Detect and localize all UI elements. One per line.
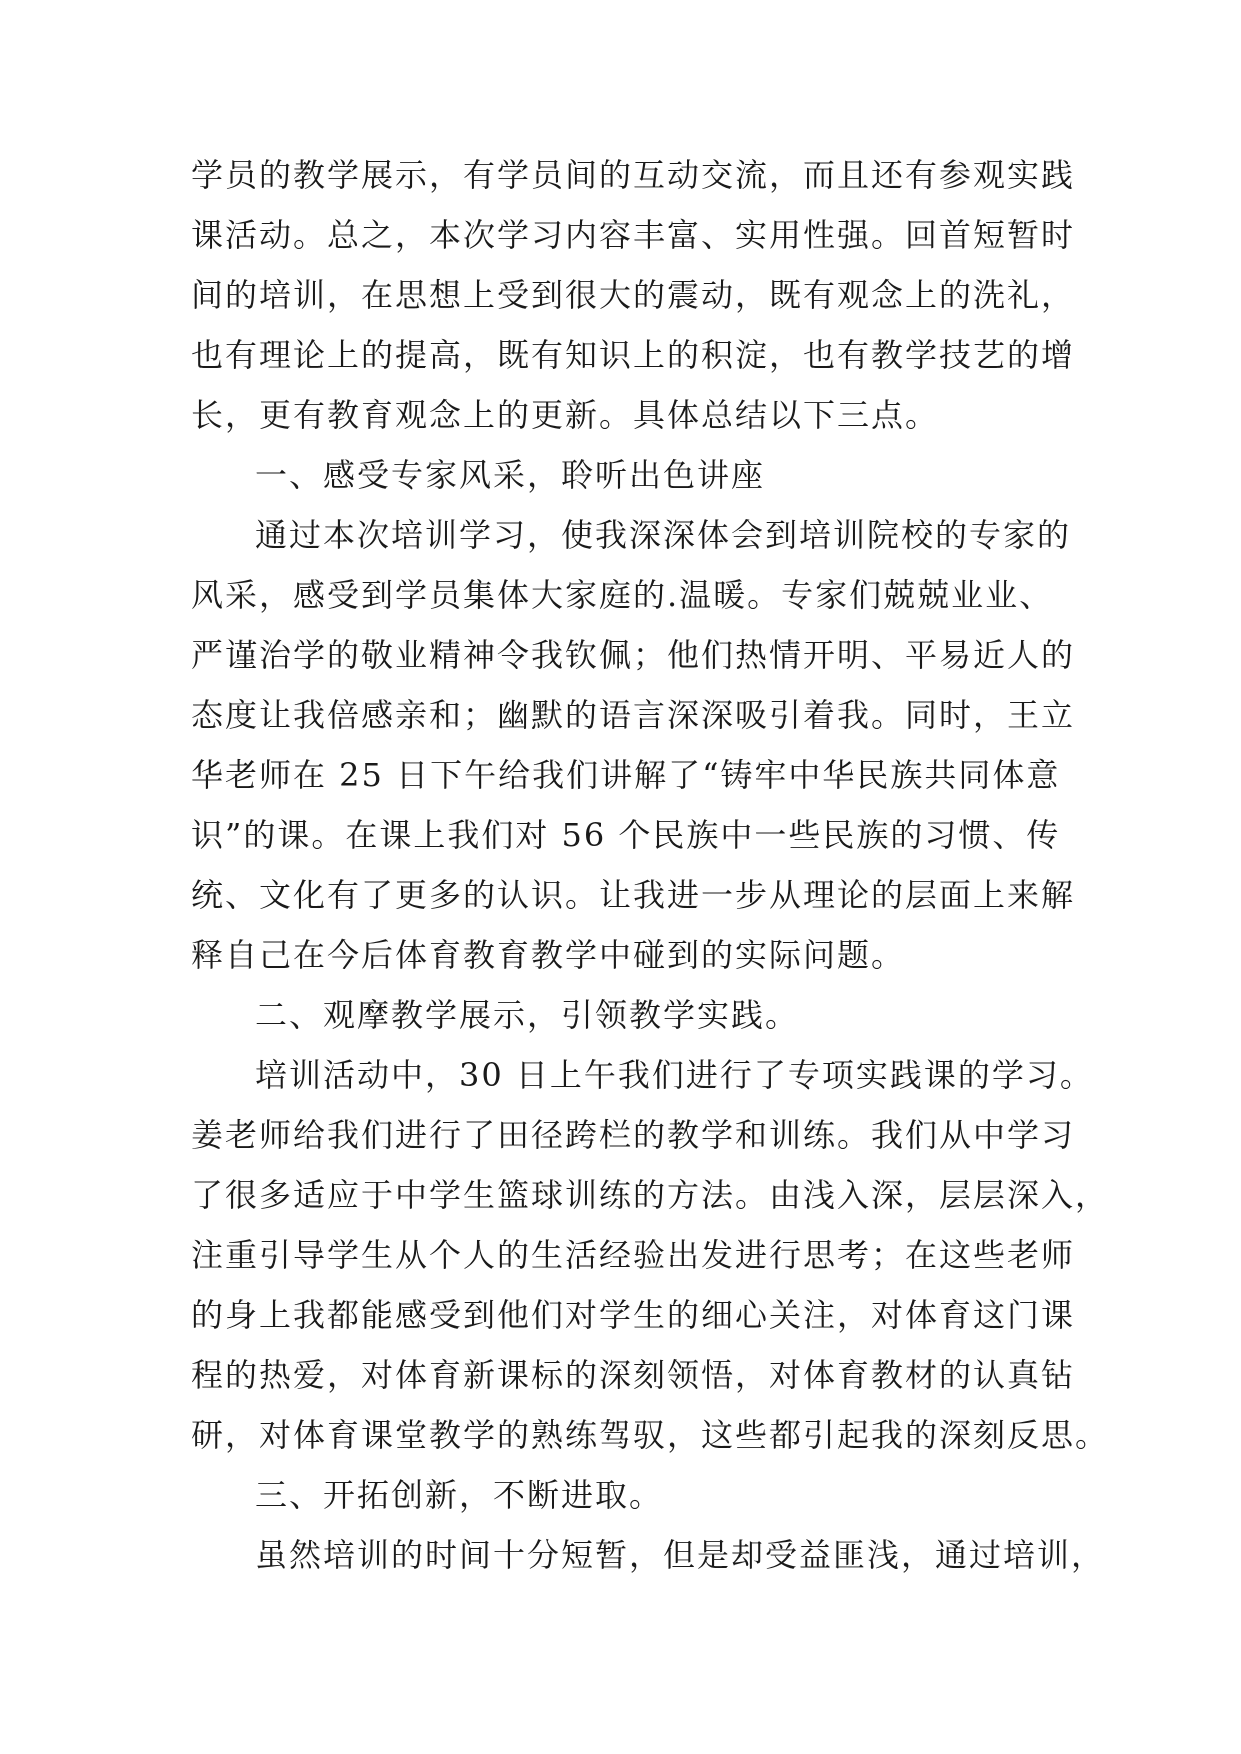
paragraph-start: 培训活动中，30 日上午我们进行了专项实践课的学习。 [255,1056,1094,1094]
body-line: 姜老师给我们进行了田径跨栏的教学和训练。我们从中学习 [191,1116,1076,1154]
paragraph-start: 虽然培训的时间十分短暂，但是却受益匪浅，通过培训， [255,1536,1106,1574]
section-heading-1: 一、感受专家风采，聆听出色讲座 [255,456,766,494]
body-line: 识”的课。在课上我们对 56 个民族中一些民族的习惯、传 [191,816,1061,854]
section-heading-3: 三、开拓创新，不断进取。 [255,1476,664,1514]
body-line: 态度让我倍感亲和；幽默的语言深深吸引着我。同时，王立 [191,696,1076,734]
body-line: 释自己在今后体育教育教学中碰到的实际问题。 [191,936,906,974]
body-line: 华老师在 25 日下午给我们讲解了“铸牢中华民族共同体意 [191,756,1061,794]
body-line: 学员的教学展示，有学员间的互动交流，而且还有参观实践 [191,156,1076,194]
section-heading-2: 二、观摩教学展示，引领教学实践。 [255,996,800,1034]
body-line: 程的热爱，对体育新课标的深刻领悟，对体育教材的认真钻 [191,1356,1076,1394]
body-line: 统、文化有了更多的认识。让我进一步从理论的层面上来解 [191,876,1076,914]
body-line: 间的培训，在思想上受到很大的震动，既有观念上的洗礼， [191,276,1076,314]
body-line: 长，更有教育观念上的更新。具体总结以下三点。 [191,396,940,434]
body-line: 研，对体育课堂教学的熟练驾驭，这些都引起我的深刻反思。 [191,1416,1110,1454]
body-line: 也有理论上的提高，既有知识上的积淀，也有教学技艺的增 [191,336,1076,374]
body-line: 注重引导学生从个人的生活经验出发进行思考；在这些老师 [191,1236,1076,1274]
body-line: 了很多适应于中学生篮球训练的方法。由浅入深，层层深入， [191,1176,1110,1214]
body-line: 严谨治学的敬业精神令我钦佩；他们热情开明、平易近人的 [191,636,1076,674]
body-line: 的身上我都能感受到他们对学生的细心关注，对体育这门课 [191,1296,1076,1334]
paragraph-start: 通过本次培训学习，使我深深体会到培训院校的专家的 [255,516,1072,554]
body-line: 课活动。总之，本次学习内容丰富、实用性强。回首短暂时 [191,216,1076,254]
body-line: 风采，感受到学员集体大家庭的.温暖。专家们兢兢业业、 [191,576,1054,614]
